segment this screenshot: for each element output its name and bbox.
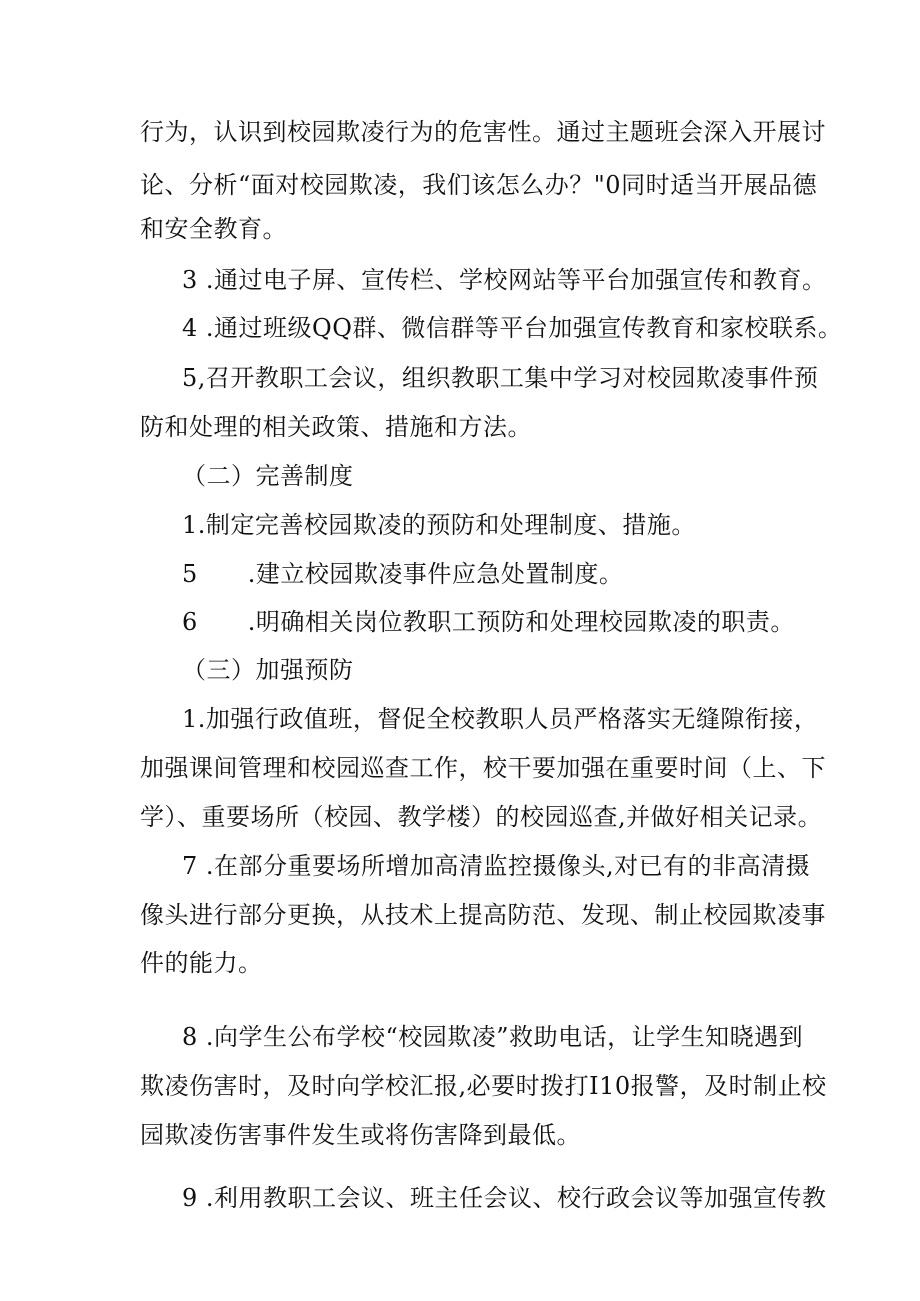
item-number: 5 (182, 560, 198, 588)
text-line: 学）、重要场所（校园、教学楼）的校园巡查,并做好相关记录。 (140, 803, 823, 831)
list-item-7: 7 .在部分重要场所增加高清监控摄像头,对已有的非高清摄 (182, 852, 811, 880)
text-line: 加强课间管理和校园巡查工作，校干要加强在重要时间（上、下 (140, 754, 826, 782)
text-line: 行为，认识到校园欺凌行为的危害性。通过主题班会深入开展讨 (140, 118, 826, 146)
text-line: 和安全教育。 (140, 215, 287, 243)
list-item-1: 1.制定完善校园欺凌的预防和处理制度、措施。 (182, 511, 696, 539)
text-line: 件的能力。 (140, 949, 263, 977)
text-line: 论、分析“面对校园欺凌，我们该怎么办？"0同时适当开展品德 (140, 171, 818, 199)
text-line: 像头进行部分更换，从技术上提高防范、发现、制止校园欺凌事 (140, 901, 826, 929)
section-heading-perfect-system: （二）完善制度 (182, 462, 354, 490)
list-item-3: 3 .通过电子屏、宣传栏、学校网站等平台加强宣传和教育。 (182, 266, 827, 294)
item-text: .建立校园欺凌事件应急处置制度。 (247, 560, 624, 588)
list-item-8: 8 .向学生公布学校“校园欺凌”救助电话，让学生知晓遇到 (182, 1023, 804, 1051)
text-line: 防和处理的相关政策、措施和方法。 (140, 413, 532, 441)
list-item-1b: 1.加强行政值班，督促全校教职人员严格落实无缝隙衔接， (182, 705, 819, 733)
text-line: 园欺凌伤害事件发生或将伤害降到最低。 (140, 1121, 581, 1149)
list-item-5: 5,召开教职工会议，组织教职工集中学习对校园欺凌事件预 (182, 364, 819, 392)
list-item-4: 4 .通过班级QQ群、微信群等平台加强宣传教育和家校联系。 (182, 314, 843, 342)
text-line: 欺凌伤害时，及时向学校汇报,必要时拨打I10报警，及时制止校 (140, 1072, 827, 1100)
item-number: 6 (182, 608, 198, 636)
item-text: .明确相关岗位教职工预防和处理校园欺凌的职责。 (247, 608, 795, 636)
list-item-9: 9 .利用教职工会议、班主任会议、校行政会议等加强宣传教 (182, 1184, 827, 1212)
list-item-6 (182, 607, 795, 637)
list-item-5b (182, 559, 623, 589)
section-heading-strengthen-prevention: （三）加强预防 (182, 656, 354, 684)
